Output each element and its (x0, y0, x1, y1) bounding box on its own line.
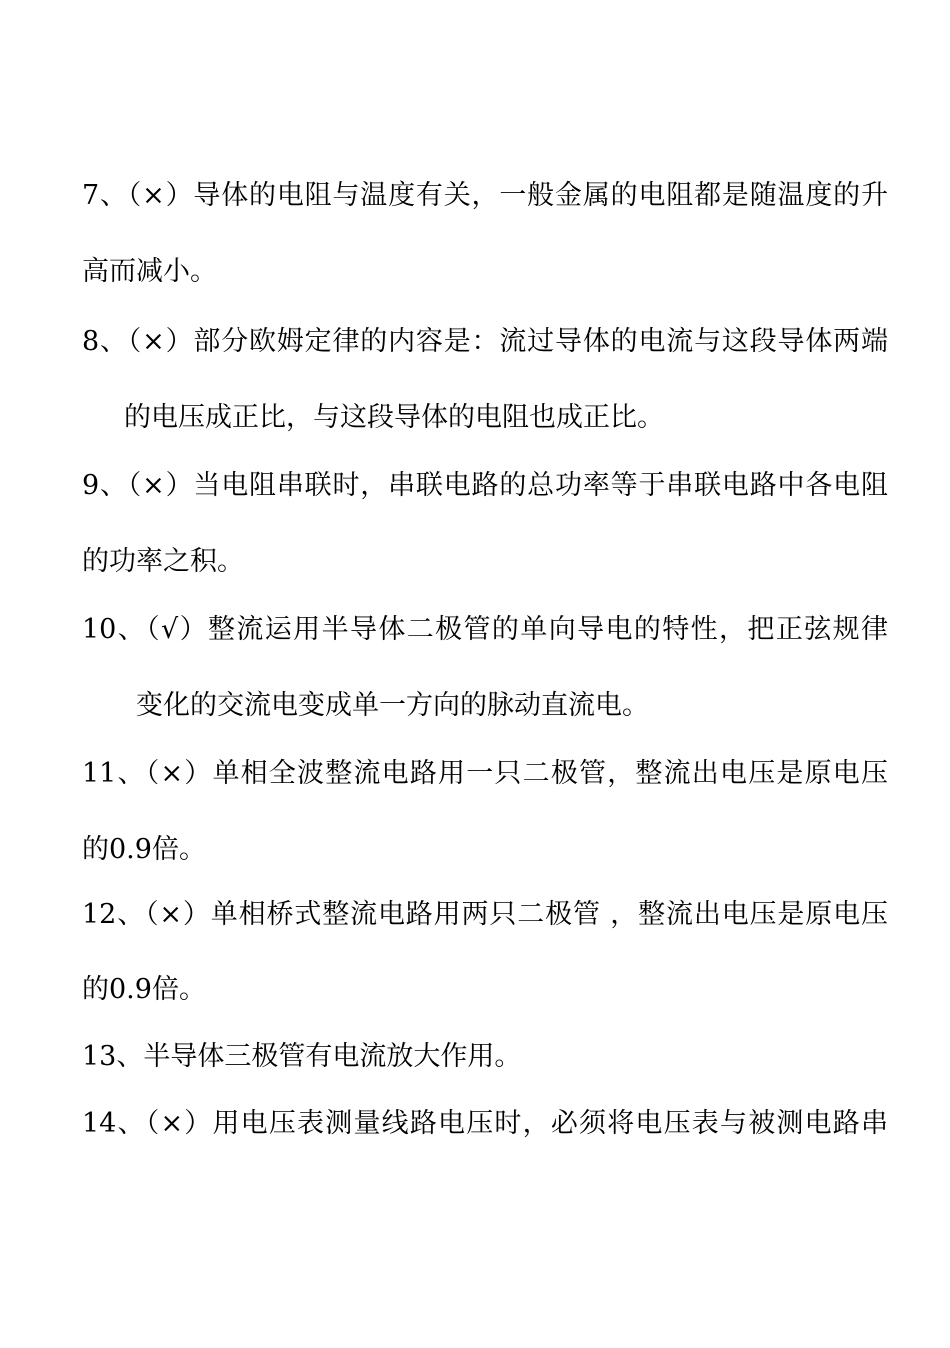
item-7-line-1: 7、（×）导体的电阻与温度有关，一般金属的电阻都是随温度的升 (82, 180, 888, 211)
item-10-line-1: 10、（√）整流运用半导体二极管的单向导电的特性，把正弦规律 (82, 614, 888, 645)
item-8-line-1: 8、（×）部分欧姆定律的内容是：流过导体的电流与这段导体两端 (82, 326, 888, 357)
item-14-line-1: 14、（×）用电压表测量线路电压时，必须将电压表与被测电路串 (82, 1108, 888, 1139)
item-11-line-1: 11、（×）单相全波整流电路用一只二极管，整流出电压是原电压 (82, 758, 888, 789)
item-12-line-1: 12、（×）单相桥式整流电路用两只二极管 ，整流出电压是原电压 (82, 899, 888, 930)
item-8-line-2: 的电压成正比，与这段导体的电阻也成正比。 (124, 402, 664, 433)
item-11-line-2: 的0.9倍。 (82, 834, 206, 865)
item-12-line-2: 的0.9倍。 (82, 974, 206, 1005)
item-9-line-2: 的功率之积。 (82, 546, 244, 577)
item-10-line-2: 变化的交流电变成单一方向的脉动直流电。 (136, 690, 649, 721)
item-9-line-1: 9、（×）当电阻串联时，串联电路的总功率等于串联电路中各电阻 (82, 470, 888, 501)
item-13-line-1: 13、半导体三极管有电流放大作用。 (82, 1041, 522, 1072)
item-7-line-2: 高而减小。 (82, 256, 217, 287)
